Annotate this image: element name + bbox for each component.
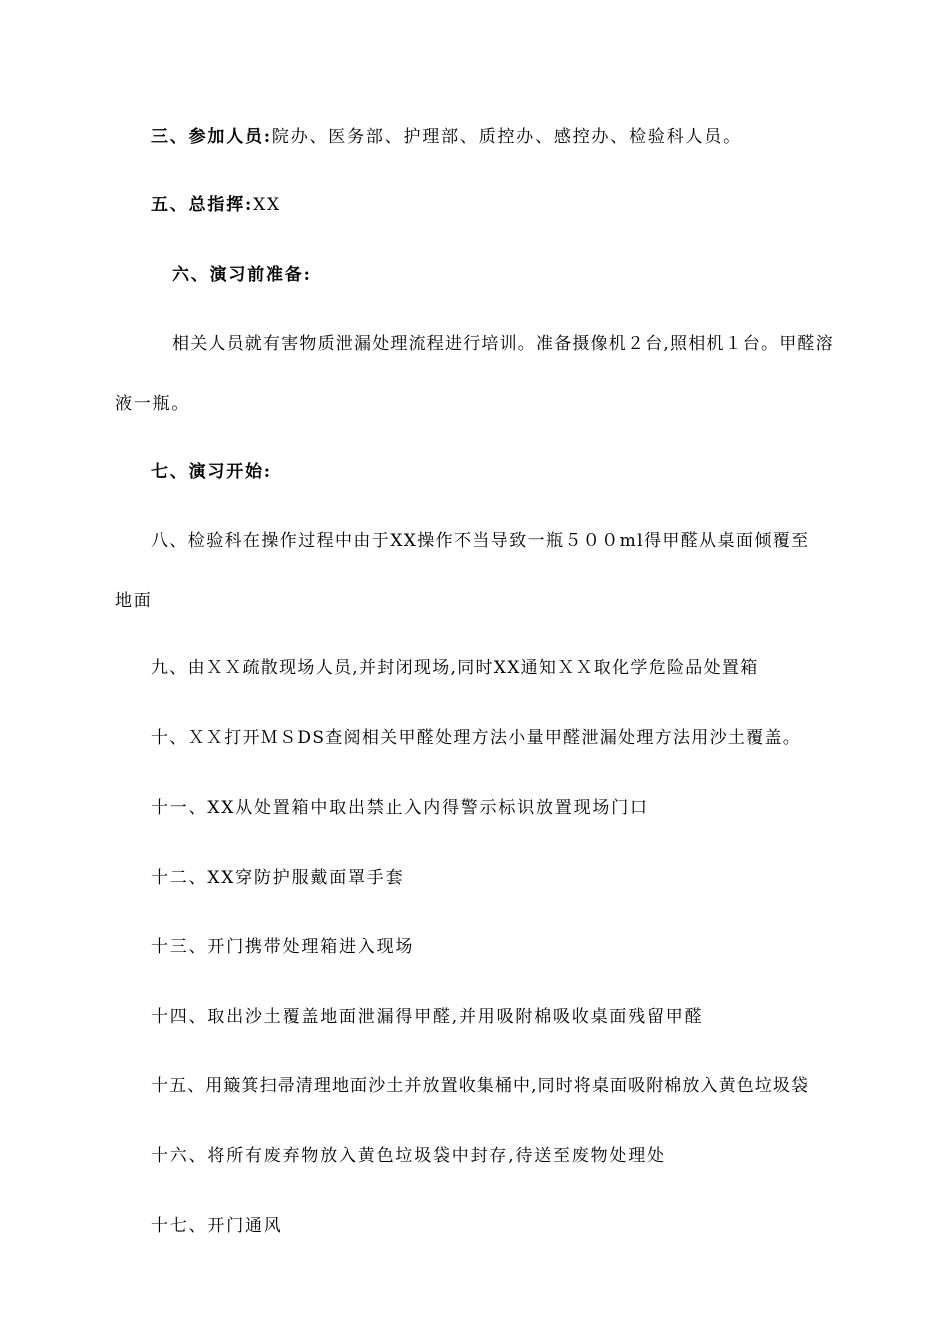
step-8-cont: 地面: [115, 591, 153, 611]
step-14: 十四、取出沙土覆盖地面泄漏得甲醛,并用吸附棉吸收桌面残留甲醛: [151, 1007, 704, 1027]
step-16: 十六、将所有废弃物放入黄色垃圾袋中封存,待送至废物处理处: [151, 1146, 666, 1166]
commander-heading: 五、总指挥:: [151, 195, 254, 215]
participants-heading: 三、参加人员:: [151, 127, 272, 147]
step-17: 十七、开门通风: [151, 1216, 283, 1236]
step-10: 十、ＸＸ打开ＭＳDS查阅相关甲醛处理方法小量甲醛泄漏处理方法用沙土覆盖。: [151, 728, 802, 748]
drill-start-heading: 七、演习开始:: [151, 462, 272, 482]
step-13: 十三、开门携带处理箱进入现场: [151, 937, 415, 957]
participants-text: 院办、医务部、护理部、质控办、感控办、检验科人员。: [271, 127, 742, 147]
step-11: 十一、XX从处置箱中取出禁止入内得警示标识放置现场门口: [151, 798, 649, 818]
participants-line: [151, 125, 742, 149]
step-8: 八、检验科在操作过程中由于XX操作不当导致一瓶５００ml得甲醛从桌面倾覆至: [151, 531, 810, 551]
step-12: 十二、XX穿防护服戴面罩手套: [151, 868, 405, 888]
step-9: 九、由ＸＸ疏散现场人员,并封闭现场,同时XX通知ＸＸ取化学危险品处置箱: [151, 658, 759, 678]
commander-text: XX: [253, 195, 281, 215]
commander-line: [151, 193, 281, 217]
preparation-text: 相关人员就有害物质泄漏处理流程进行培训。准备摄像机２台,照相机１台。甲醛溶: [172, 334, 834, 354]
preparation-heading: 六、演习前准备:: [172, 265, 312, 285]
step-15: 十五、用簸箕扫帚清理地面沙土并放置收集桶中,同时将桌面吸附棉放入黄色垃圾袋: [151, 1076, 810, 1096]
preparation-text-cont: 液一瓶。: [115, 394, 191, 414]
